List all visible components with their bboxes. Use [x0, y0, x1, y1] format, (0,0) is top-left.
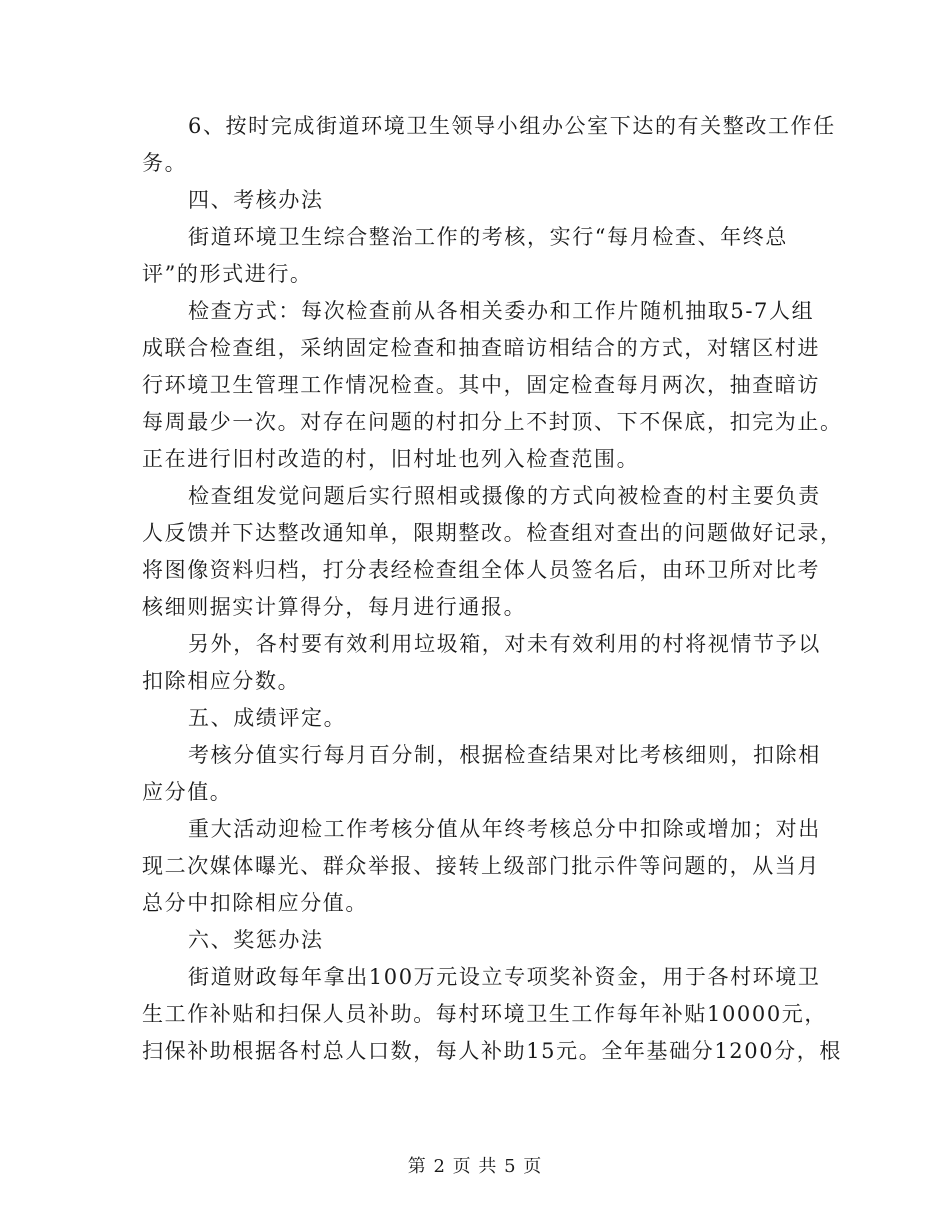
text-line: 成联合检查组，采纳固定检查和抽查暗访相结合的方式，对辖区村进 [142, 336, 820, 360]
section-heading-grading [142, 700, 812, 737]
text-line: 另外，各村要有效利用垃圾箱，对未有效利用的村将视情节予以 [188, 632, 821, 656]
text-line: 现二次媒体曝光、群众举报、接转上级部门批示件等问题的，从当月 [142, 854, 820, 878]
text-line: 每周最少一次。对存在问题的村扣分上不封顶、下不保底，扣完为止。 [142, 410, 843, 434]
paragraph-score-system [142, 737, 821, 811]
page-number: 第 2 页 共 5 页 [407, 1156, 543, 1177]
text-line: 检查组发觉问题后实行照相或摄像的方式向被检查的村主要负责 [188, 484, 821, 508]
text-line: 正在进行旧村改造的村，旧村址也列入检查范围。 [142, 447, 640, 471]
text-line: 6、按时完成街道环境卫生领导小组办公室下达的有关整改工作任 [188, 114, 836, 138]
section-heading-rewards [142, 922, 812, 959]
text-line: 扣除相应分数。 [142, 669, 301, 693]
document-body [142, 108, 843, 1070]
heading-text: 六、奖惩办法 [188, 928, 324, 952]
text-line: 评”的形式进行。 [142, 262, 313, 286]
text-line: 考核分值实行每月百分制，根据检查结果对比考核细则，扣除相 [188, 743, 821, 767]
paragraph-inspection-feedback [142, 478, 843, 626]
text-line: 重大活动迎检工作考核分值从年终考核总分中扣除或增加；对出 [188, 817, 821, 841]
text-line: 总分中扣除相应分值。 [142, 891, 368, 915]
paragraph-funding [142, 959, 842, 1070]
heading-text: 四、考核办法 [188, 188, 324, 212]
text-line: 街道环境卫生综合整治工作的考核，实行“每月检查、年终总 [188, 225, 788, 249]
text-line: 扫保补助根据各村总人口数，每人补助15元。全年基础分1200分，根 [142, 1039, 842, 1063]
text-line: 核细则据实计算得分，每月进行通报。 [142, 595, 527, 619]
paragraph-assessment-form [142, 219, 812, 293]
heading-text: 五、成绩评定。 [188, 706, 347, 730]
text-line: 街道财政每年拿出100万元设立专项奖补资金，用于各村环境卫 [188, 965, 821, 989]
paragraph-inspection-method [142, 293, 843, 478]
paragraph-trash-bins [142, 626, 821, 700]
text-line: 人反馈并下达整改通知单，限期整改。检查组对查出的问题做好记录， [142, 521, 843, 545]
text-line: 将图像资料归档，打分表经检查组全体人员签名后，由环卫所对比考 [142, 558, 820, 582]
text-line: 务。 [142, 151, 188, 175]
paragraph-major-events [142, 811, 821, 922]
section-heading-assessment [142, 182, 812, 219]
text-line: 检查方式：每次检查前从各相关委办和工作片随机抽取5-7人组 [188, 299, 815, 323]
paragraph-task-6 [142, 108, 836, 182]
text-line: 行环境卫生管理工作情况检查。其中，固定检查每月两次，抽查暗访 [142, 373, 820, 397]
text-line: 生工作补贴和扫保人员补助。每村环境卫生工作每年补贴10000元， [142, 1002, 828, 1026]
text-line: 应分值。 [142, 780, 233, 804]
